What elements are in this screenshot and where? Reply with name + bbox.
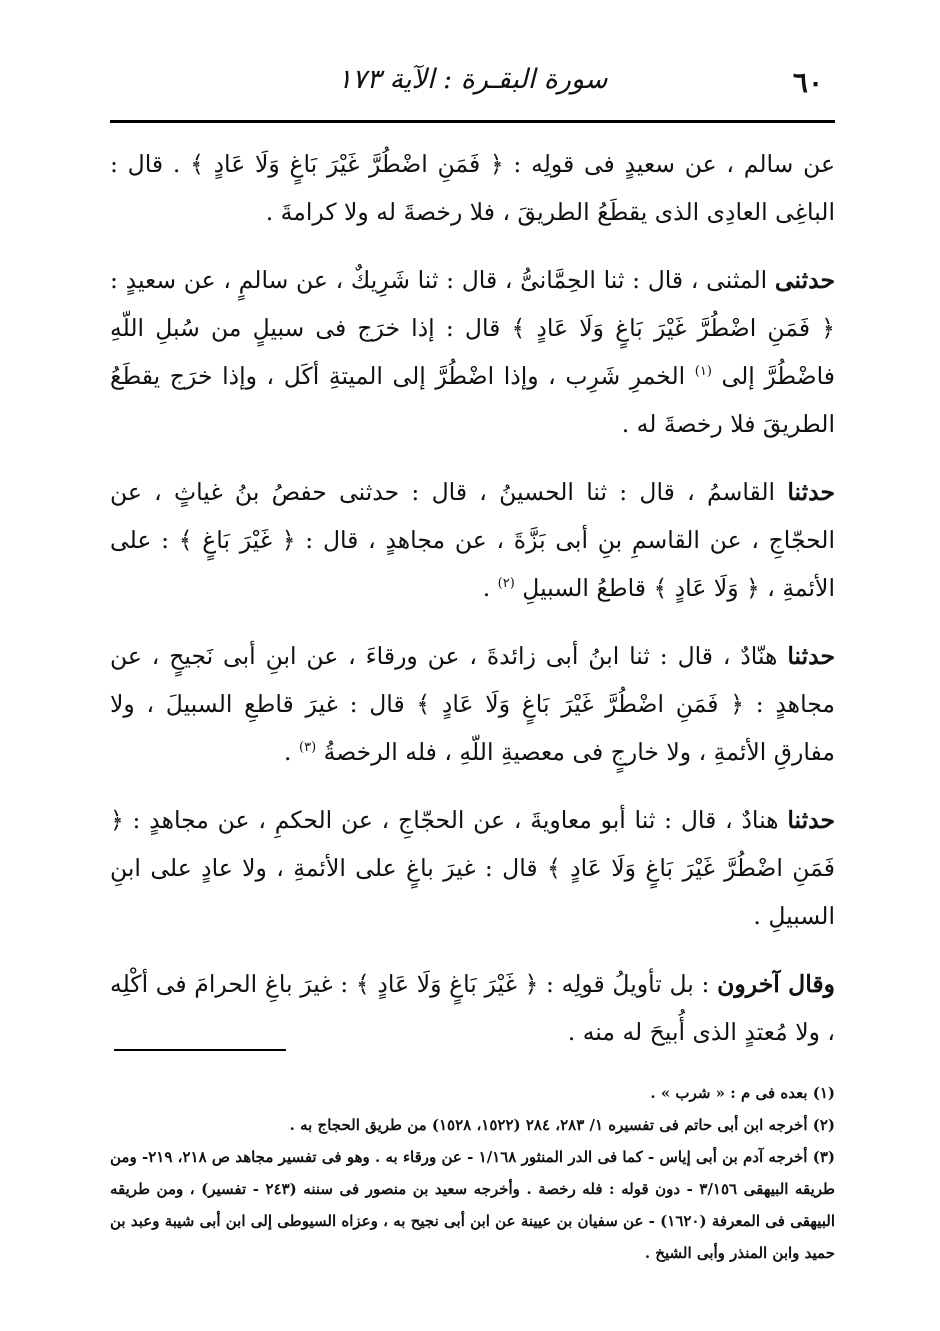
footnote-divider xyxy=(114,1049,286,1051)
paragraph-text: المثنى ، قال : ثنا الحِمَّانىُّ ، قال : ثنا شَرِيكٌ ، عن سالمٍ ، عن سعيدٍ : ﴿ فَمَنِ اضْطُرَّ غَيْرَ بَاغٍ وَلَا عَادٍ ﴾ قال : إذا خرَج فى سبيلٍ من سُبلِ اللّهِ فاضْطُرَّ إلى xyxy=(110,266,835,390)
paragraph-text: القاسمُ ، قال : ثنا الحسينُ ، قال : حدثنى حفصُ بنُ غياثٍ ، عن الحجّاجِ ، عن القاسمِ بنِ أبى بَزَّةَ ، عن مجاهدٍ ، قال : ﴿ غَيْرَ بَاغٍ ﴾ : على الأئمةِ ، ﴿ وَلَا عَادٍ ﴾ قاطعُ السبيلِ xyxy=(110,478,835,602)
paragraph-lead: حدثنا xyxy=(787,642,835,670)
paragraph-6 xyxy=(110,960,835,1056)
footnote-1: (١) بعده فى م : « شرب » . xyxy=(650,1084,835,1102)
paragraph-tail: . xyxy=(284,738,292,766)
footnote-ref[interactable]: (١) xyxy=(694,364,712,380)
footnote-2: (٢) أخرجه ابن أبى حاتم فى تفسيره ١/ ٢٨٣، ٢٨٤ (١٥٢٢، ١٥٢٨) من طريق الحجاج به . xyxy=(289,1116,835,1134)
paragraph-lead: وقال آخرون xyxy=(717,970,835,998)
paragraph-lead: حدثنى xyxy=(774,266,835,294)
paragraph-lead: حدثنا xyxy=(787,478,835,506)
footnote-ref[interactable]: (٢) xyxy=(497,576,515,592)
running-title: سورة البقـرة : الآية ١٧٣ xyxy=(337,64,608,95)
footnotes xyxy=(110,1077,835,1269)
paragraph-5 xyxy=(110,796,835,940)
book-page xyxy=(110,0,835,1331)
paragraph-text: هنّادٌ ، قال : ثنا ابنُ أبى زائدةَ ، عن ورقاءَ ، عن ابنِ أبى نَجيحٍ ، عن مجاهدٍ : ﴿ فَمَنِ اضْطُرَّ غَيْرَ بَاغٍ وَلَا عَادٍ ﴾ قال : غيرَ قاطعِ السبيلَ ، ولا مفارقِ الأئمةِ ، ولا خارجٍ فى معصيةِ اللّهِ ، فله الرخصةُ xyxy=(110,642,835,766)
paragraph-lead: حدثنا xyxy=(787,806,835,834)
paragraph-tail: . xyxy=(482,574,491,602)
main-text xyxy=(110,140,835,1076)
paragraph-text: هنادٌ ، قال : ثنا أبو معاويةَ ، عن الحجّاجِ ، عن الحكمِ ، عن مجاهدٍ : ﴿ فَمَنِ اضْطُرَّ غَيْرَ بَاغٍ وَلَا عَادٍ ﴾ قال : غيرَ باغٍ على الأئمةِ ، ولا عادٍ على ابنِ السبيلِ . xyxy=(110,806,835,930)
paragraph-4 xyxy=(110,632,835,776)
page-header xyxy=(110,58,835,114)
page-number: ٦٠ xyxy=(792,66,823,99)
header-divider xyxy=(110,120,835,123)
footnote-3: (٣) أخرجه آدم بن أبى إياس - كما فى الدر المنثور ١/١٦٨ - عن ورقاء به . وهو فى تفسير مجاهد ص ٢١٨، ٢١٩- ومن طريقه البيهقى ٣/١٥٦ - دون قوله : فله رخصة . وأخرجه سعيد بن منصور فى سننه (٢٤٣ - تفسير) ، ومن طريقه البيهقى فى المعرفة (١٦٢٠) - عن سفيان بن عيينة عن ابن أبى نجيح به ، وعزاه السيوطى إلى ابن أبى شيبة وعبد بن حميد وابن المنذر وأبى الشيخ . xyxy=(110,1148,835,1262)
paragraph-1 xyxy=(110,140,835,236)
paragraph-tail: الخمرِ شَرِب ، وإذا اضْطُرَّ إلى الميتةِ أكَل ، وإذا خرَج يقطَعُ الطريقَ فلا رخصةَ له . xyxy=(110,362,835,438)
paragraph-text: عن سالم ، عن سعيدٍ فى قولِه : ﴿ فَمَنِ اضْطُرَّ غَيْرَ بَاغٍ وَلَا عَادٍ ﴾ . قال : الباغِى العادِى الذى يقطَعُ الطريقَ ، فلا رخصةَ له ولا كرامةَ . xyxy=(110,150,835,226)
paragraph-text: : بل تأويلُ قولِه : ﴿ غَيْرَ بَاغٍ وَلَا عَادٍ ﴾ : غيرَ باغِ الحرامَ فى أكْلِه ، ولا مُعتدٍ الذى أُبيحَ له منه . xyxy=(110,970,835,1046)
paragraph-3 xyxy=(110,468,835,612)
footnote-ref[interactable]: (٣) xyxy=(299,740,317,756)
paragraph-2 xyxy=(110,256,835,448)
